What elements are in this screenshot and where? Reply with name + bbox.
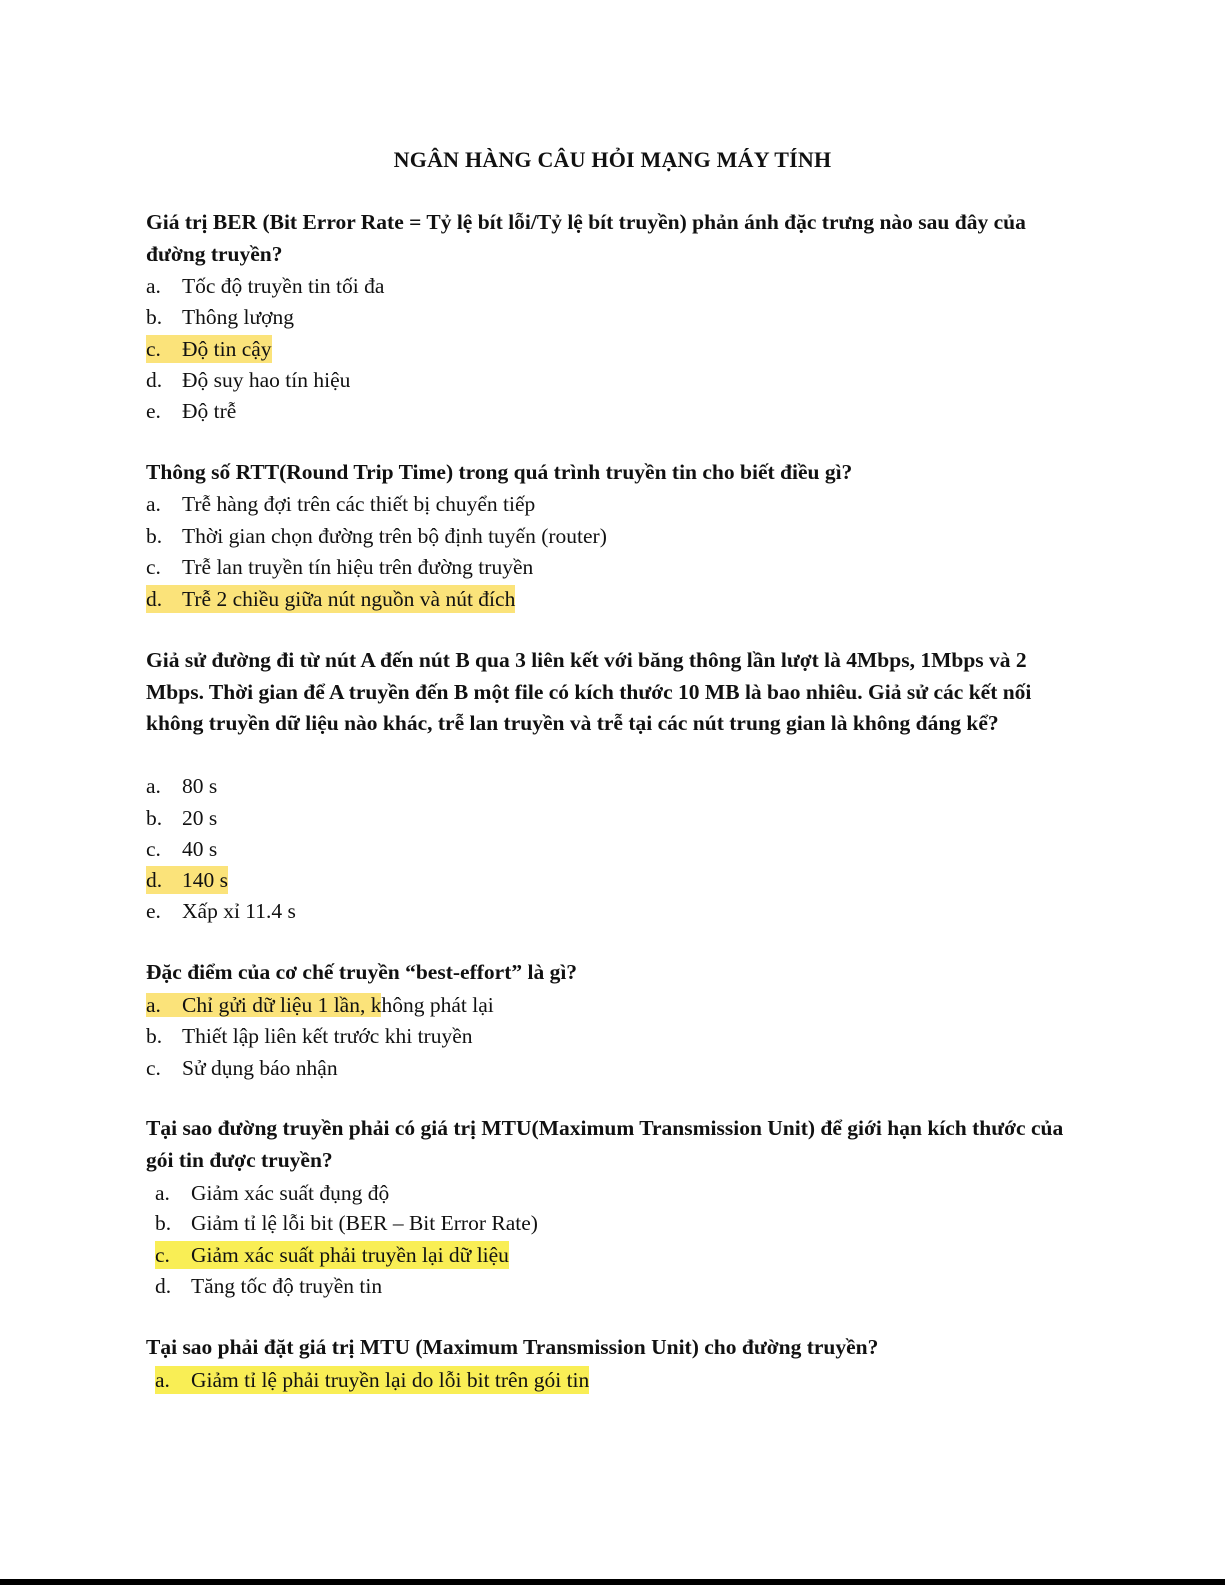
option-letter: e.	[146, 899, 161, 923]
option-text: 20 s	[182, 806, 218, 830]
option-text: Xấp xỉ 11.4 s	[182, 899, 296, 923]
option-letter: d.	[155, 1274, 172, 1298]
question-2-option-c	[146, 553, 533, 581]
question-5: Tại sao đường truyền phải có giá trị MTU(Maximum Transmission Unit) để giới hạn kích thước của gói tin được truyền?	[146, 1116, 1064, 1172]
option-text: Sử dụng báo nhận	[182, 1056, 338, 1080]
question-4-option-c	[146, 1054, 338, 1082]
option-letter: a.	[146, 774, 161, 798]
option-letter: b.	[146, 524, 163, 548]
question-3-option-c	[146, 835, 217, 863]
question-2-option-a	[146, 490, 535, 518]
option-letter: a.	[146, 993, 161, 1017]
option-letter: b.	[146, 305, 163, 329]
option-text: Giảm xác suất đụng độ	[191, 1181, 390, 1205]
question-3-option-d-answer	[146, 866, 228, 894]
option-text-highlighted: Chỉ gửi dữ liệu 1 lần, k	[182, 993, 382, 1017]
question-5-option-c-answer	[155, 1241, 509, 1269]
question-1: Giá trị BER (Bit Error Rate = Tỷ lệ bít lỗi/Tỷ lệ bít truyền) phản ánh đặc trưng nào sau đây của đường truyền?	[146, 210, 1026, 266]
option-text: Tốc độ truyền tin tối đa	[182, 274, 385, 298]
option-text: Thông lượng	[182, 305, 295, 329]
option-letter: c.	[146, 337, 161, 361]
option-letter: d.	[146, 587, 163, 611]
option-text: 40 s	[182, 837, 218, 861]
question-1-option-c-answer	[146, 335, 272, 363]
question-1-option-d	[146, 366, 350, 394]
question-5-option-b	[155, 1209, 538, 1237]
option-letter: e.	[146, 399, 161, 423]
option-text-rest: hông phát lại	[381, 993, 494, 1017]
option-text: 80 s	[182, 774, 218, 798]
question-5-option-a	[155, 1179, 389, 1207]
question-3: Giả sử đường đi từ nút A đến nút B qua 3 liên kết với băng thông lần lượt là 4Mbps, 1Mbps và 2 Mbps. Thời gian để A truyền đến B một file có kích thước 10 MB là bao nhiêu. Giả sử các kết nối không truyền dữ liệu nào khác, trễ lan truyền và trễ tại các nút trung gian là không đáng kể?	[146, 648, 1032, 735]
question-1-option-e	[146, 397, 236, 425]
question-5-option-d	[155, 1272, 382, 1300]
question-2-option-b	[146, 522, 607, 550]
question-2: Thông số RTT(Round Trip Time) trong quá trình truyền tin cho biết điều gì?	[146, 460, 853, 484]
page-bottom-border	[0, 1579, 1225, 1585]
question-4: Đặc điểm của cơ chế truyền “best-effort” là gì?	[146, 960, 578, 984]
option-text: Giảm xác suất phải truyền lại dữ liệu	[191, 1243, 509, 1267]
option-letter: a.	[155, 1181, 170, 1205]
option-text: Trễ hàng đợi trên các thiết bị chuyển tiếp	[182, 492, 536, 516]
option-text: Độ trễ	[182, 399, 237, 423]
option-letter: a.	[146, 492, 161, 516]
option-text: Độ suy hao tín hiệu	[182, 368, 351, 392]
question-3-option-b	[146, 804, 217, 832]
option-letter: b.	[146, 806, 163, 830]
option-text: Giảm tỉ lệ phải truyền lại do lỗi bit trên gói tin	[191, 1368, 590, 1392]
option-letter: a.	[146, 274, 161, 298]
question-2-option-d-answer	[146, 585, 515, 613]
question-4-option-b	[146, 1022, 473, 1050]
option-letter: c.	[155, 1243, 170, 1267]
option-letter: d.	[146, 868, 163, 892]
option-letter: b.	[155, 1211, 172, 1235]
option-text: Giảm tỉ lệ lỗi bit (BER – Bit Error Rate)	[191, 1211, 538, 1235]
option-text: Trễ 2 chiều giữa nút nguồn và nút đích	[182, 587, 516, 611]
question-6-option-a-answer	[155, 1366, 589, 1394]
page-title: NGÂN HÀNG CÂU HỎI MẠNG MÁY TÍNH	[393, 147, 832, 172]
option-letter: b.	[146, 1024, 163, 1048]
question-1-option-a	[146, 272, 384, 300]
option-letter: a.	[155, 1368, 170, 1392]
question-4-option-a-answer	[146, 991, 494, 1019]
option-text: Độ tin cậy	[182, 337, 272, 361]
question-6: Tại sao phải đặt giá trị MTU (Maximum Transmission Unit) cho đường truyền?	[146, 1335, 879, 1359]
option-text: Trễ lan truyền tín hiệu trên đường truyền	[182, 555, 534, 579]
option-letter: d.	[146, 368, 163, 392]
option-text: Tăng tốc độ truyền tin	[191, 1274, 383, 1298]
question-3-option-e	[146, 897, 296, 925]
question-1-option-b	[146, 303, 294, 331]
question-3-option-a	[146, 772, 217, 800]
option-text: Thời gian chọn đường trên bộ định tuyến (router)	[182, 524, 607, 548]
option-text: 140 s	[182, 868, 228, 892]
option-text: Thiết lập liên kết trước khi truyền	[182, 1024, 473, 1048]
option-letter: c.	[146, 555, 161, 579]
option-letter: c.	[146, 837, 161, 861]
option-letter: c.	[146, 1056, 161, 1080]
